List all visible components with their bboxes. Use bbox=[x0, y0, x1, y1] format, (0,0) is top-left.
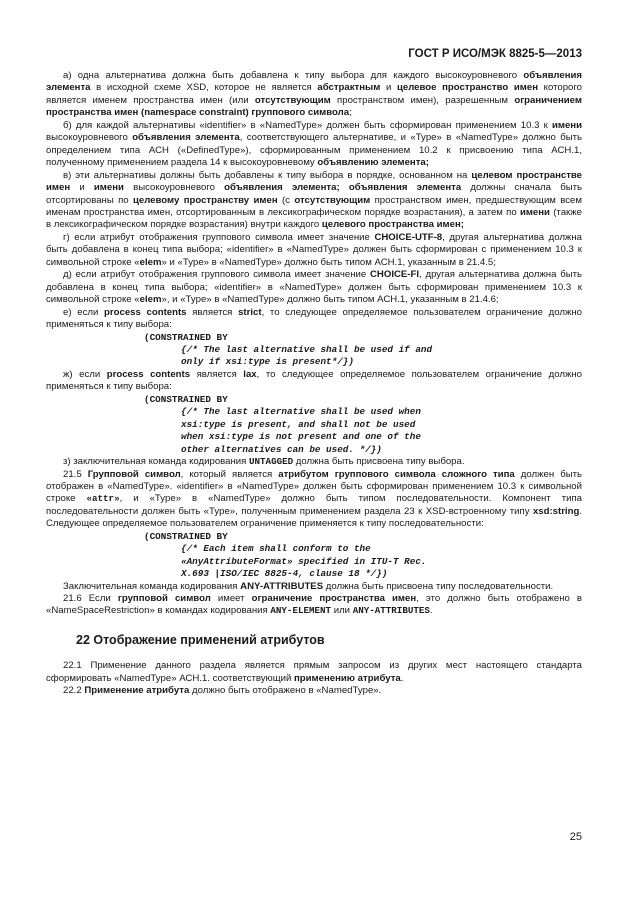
code-line: {/* The last alternative shall be used when bbox=[181, 406, 421, 418]
clause-21-5-final: Заключительная команда кодирования ANY-ATTRIBUTES должна быть присвоена типу последовательности. bbox=[63, 580, 554, 592]
paragraph-zh: ж) если process contents является lax, то следующее определяемое пользователем ограничение должно применяться к типу выбора: bbox=[46, 368, 582, 393]
clause-21-6: 21.6 Если групповой символ имеет ограничение пространства имен, это должно быть отображено в «NameSpaceRestriction» в командах кодирования ANY-ELEMENT или ANY-ATTRIBUTES. bbox=[46, 593, 582, 617]
code-line: (CONSTRAINED BY bbox=[144, 530, 228, 542]
code-line: «AnyAttributeFormat» specified in ITU-T Rec. bbox=[181, 555, 427, 567]
code-line: (CONSTRAINED BY bbox=[144, 393, 228, 405]
paragraph-e: е) если process contents является strict, то следующее определяемое пользователем ограничение должно применяться к типу выбора: bbox=[46, 306, 582, 331]
paragraph-v: в) эти альтернативы должны быть добавлены к типу выбора в порядке, основанном на целевом пространстве имен и имени высокоуровневого объявления элемента; объявления элемента должны сначала быть отсортированы по целевому пространству имен (с отсутствующим пространством имен, предшествующим всем именам пространства имен, отсортированным в лексикографическом порядке возрастания), а затем по имени (также в лексикографическом порядке возрастания) внутри каждого целевого пространства имен; bbox=[46, 169, 583, 231]
code-line: only if xsi:type is present*/}) bbox=[181, 356, 354, 368]
page-number: 25 bbox=[569, 831, 582, 843]
section-heading: 22 Отображение применений атрибутов bbox=[76, 632, 325, 647]
code-line: other alternatives can be used. */}) bbox=[181, 443, 382, 455]
body-text bbox=[46, 70, 582, 698]
paragraph-b: б) для каждой альтернативы «identifier» в «NamedType» должен быть сформирован применением 10.3 к имени высокоуровневого объявления элемента, соответствующего альтернативе, и «Type» в «NamedType» должно быть определением типа АСН («DefinedType»), сформированным применением 10.2 к присвоению типа АСН.1, полученному применением раздела 14 к высокоуровневому объявлению элемента; bbox=[46, 119, 582, 169]
clause-22-2: 22.2 Применение атрибута должно быть отображено в «NamedType». bbox=[63, 685, 382, 697]
code-line: when xsi:type is not present and one of the bbox=[181, 431, 421, 443]
paragraph-a: а) одна альтернатива должна быть добавлена к типу выбора для каждого высокоуровневого объявления элемента в исходной схеме XSD, которое не является абстрактным и целевое пространство имен которого является именем пространства имен (или отсутствующим пространством имен), разрешенным ограничением пространства имен (namespace constraint) группового символа; bbox=[46, 70, 582, 119]
clause-22-1: 22.1 Применение данного раздела является прямым запросом из других мест настоящего стандарта сформировать «NamedType» АСН.1. соответствующий применению атрибута. bbox=[46, 660, 582, 684]
paragraph-z: з) заключительная команда кодирования UNTAGGED должна быть присвоена типу выбора. bbox=[63, 456, 465, 468]
code-line: xsi:type is present, and shall not be used bbox=[181, 418, 416, 430]
paragraph-d: д) если атрибут отображения группового символа имеет значение CHOICE-FI, другая альтернатива должна быть добавлена в конец типа выбора; «identifier» в «NamedType» должен быть сформирован применением 10.3 к символьной строке «elem», и «Type» в «NamedType» должно быть типом АСН.1, указанным в 21.4.6; bbox=[46, 269, 582, 306]
clause-21-5: 21.5 Групповой символ, который является атрибутом группового символа сложного типа должен быть отображен в «NamedType». «identifier» в «NamedType» должен быть сформирован применением 10.3 к символьной строке «attr», и «Type» в «NamedType» должно быть типом последовательности. Компонент типа последовательности должен быть «Type», полученным применением раздела 23 к XSD-встроенному типу xsd:string. Следующее определяемое пользователем ограничение применяется к типу последовательности: bbox=[46, 468, 582, 530]
code-line: (CONSTRAINED BY bbox=[144, 331, 228, 343]
code-line: {/* Each item shall conform to the bbox=[181, 543, 371, 555]
code-line: X.693 |ISO/IEC 8825-4, clause 18 */}) bbox=[181, 568, 388, 580]
standard-header: ГОСТ Р ИСО/МЭК 8825-5—2013 bbox=[408, 48, 582, 60]
paragraph-g: г) если атрибут отображения группового символа имеет значение CHOICE-UTF-8, другая альтернатива должна быть добавлена в конец типа выбора; «identifier» в «NamedType» должен быть сформирован с применением 10.3 к символьной строке «elem» и «Type» в «NamedType» должно быть типом АСН.1, указанным в 21.4.5; bbox=[46, 231, 582, 268]
code-line: {/* The last alternative shall be used if and bbox=[181, 343, 433, 355]
